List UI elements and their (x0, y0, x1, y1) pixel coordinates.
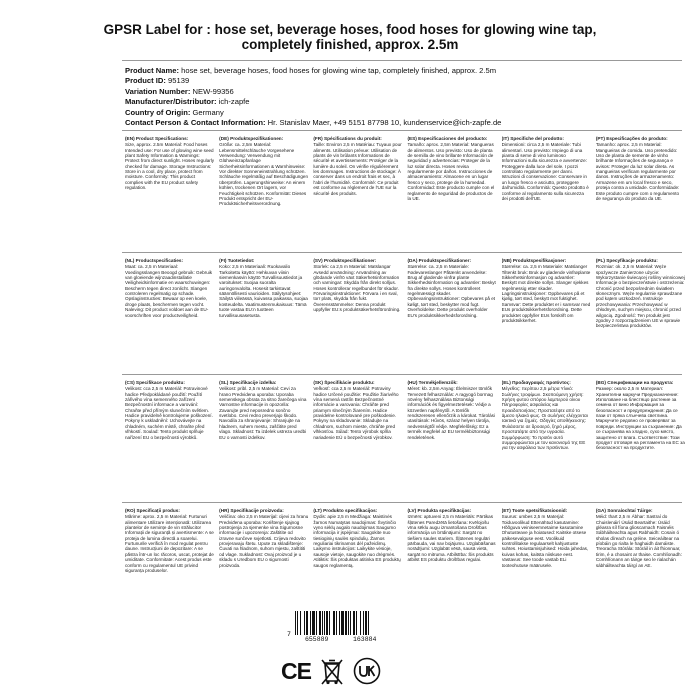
spec-title: (DE) Produktspezifikationen: (219, 136, 284, 141)
barcode-bars (295, 611, 405, 635)
spec-title: (LV) Produkta specifikācijas: (407, 508, 472, 513)
spec-text: Veličina: oko 2,5 m Materijal: cijevi za hranu Predviđena uporaba: Korištenje sjajnog postrojenja za sjemenke vina Sigurnosne informacije i upozorenja: Zaštitite od izravne sunčeve svjetlosti. Crijeva redovito provjeravaju štetu. Upute za skladištenje: Čuvati na hladnom, suhom mjestu, zaštititi od vlage. Sukladnost: Ovaj proizvod je u skladu s Uredbom EU o sigurnosti proizvoda. (219, 514, 309, 568)
spec-block-pt (596, 136, 685, 248)
spec-text: Tamaño: aprox. 2,5m Material: Mangueras de alimentos. Uso previsto: Uso de planta de semilla de vino brillante Información de seguridad y advertencias: Proteger de la luz solar directa. Hoses revisa regularmente por daños. Instrucciones de almacenamiento: Almacene en un lugar fresco y seco, protege de la humedad. Conformidad: Este producto cumple con el reglamento de seguridad de productos de la UE. (407, 142, 495, 201)
spec-title: (SK) Špecifikácie produktu: (313, 380, 375, 385)
crossed-out-wheelie-bin-icon (320, 657, 344, 685)
barcode-bar (297, 611, 298, 635)
spec-block-hr (219, 508, 308, 606)
barcode-bar (324, 611, 325, 635)
barcode-bar (350, 611, 351, 635)
spec-title: (ES) Especificaciones del producto: (407, 136, 488, 141)
info-value: hose set, beverage hoses, food hoses for glowing wine tap, completely finished, approx. 2.5m (181, 66, 497, 75)
label-title: GPSR Label for : hose set, beverage hoses, food hoses for glowing wine tap, completely finished, approx. 2.5m (103, 22, 597, 52)
spec-text: Méid: thart 2,5 m Ábhar: Sastraí do Chuislenáirí Úsáid Beartaithe: Úsáid gléasra síl fíona glioscarnach Faisnéis Sábháilteachta agus Rabhaidh: Cosain ó sholas díreach na gréine. Seiceáiltear na píobáin go rialta le haghaidh damáiste. Treoracha Stórála: Stóráil in áit fhionnuar, tirim, é a chosaint ar thaise. Comhlíonadh: Comhlíonann an táirge seo le rialachán sábháilteachta táirgí an AE. (595, 514, 682, 568)
spec-block-lt (313, 508, 402, 606)
spec-title: (GA) Sonraíochtaí Táirge: (595, 508, 653, 513)
spec-row-3 (125, 380, 685, 498)
spec-block-sk (313, 380, 402, 498)
info-manufacturer (125, 97, 685, 107)
barcode-bar (326, 611, 328, 635)
info-country (125, 108, 685, 118)
spec-text: Koko: 2,5 m Materiaali: Ruokavalio Tarkoitettu käyttö: Hehkuvan viinin siemenkasvin käyttö Turvallisuustiedot ja varoitukset: Suojaa suoralta auringonvalolta. Hosesit tarkistavat säännöllisesti vaurioiden. Säilytysohjeet: Säilytä viileässä, kuivassa paikassa, suojaa kosteudelta. Vaatimustenmukaisuus: Tämä tuote vastaa EU:n tuotteen turvallisuusasetusta. (219, 264, 308, 318)
barcode-bar (306, 611, 308, 635)
spec-text: Mărime: aprox. 2,5 m Material: Furtunuri alimentare Utilizare intenționată: Utilizarea plantelor de semințe de vin strălucitor Informații de siguranță și avertismente: A se proteja de lumina directă a soarelui. Furtunurile verifică în mod regulat pentru daune. Instrucțiuni de depozitare: A se păstra într-un loc răcoros, uscat, protejat de umiditate. Conformitate: Acest produs este conform cu regulamentul UE privind siguranța produselor. (125, 514, 214, 573)
spec-text: Størrelse: ca. 2,5 m Materiale: Matslanger Tiltenkt bruk: Bruk av glødende vinfrøplante Sikkerhetsinformasjon og advarsler: Beskytt mot direkte sollys. Slanger sjekkes regelmessig etter skader. Lagringsinstruksjoner: Oppbevares på et kjølig, tørt sted, beskytt mot fuktighet. Samsvar: Dette produktet er i samsvar med EUs produktsikkerhetsforordning. Dette produktet oppfyller EUs forskrift om produktsikkerhet. (501, 264, 591, 323)
divider-info (122, 130, 682, 131)
spec-block-en (125, 136, 214, 248)
info-label: Contact Person & Contact Information: (125, 118, 266, 128)
barcode-bar (341, 611, 344, 635)
spec-title: (FI) Tuotetiedot: (219, 258, 255, 263)
spec-block-el (502, 380, 591, 498)
divider-row-2 (122, 374, 682, 375)
spec-title: (RO) Specificații produs: (125, 508, 180, 513)
spec-row-4 (125, 508, 685, 606)
divider-top (122, 60, 682, 61)
product-info (125, 66, 685, 128)
spec-text: Taille: Environ 2,5 m Matériau: Tuyaux pour aliments. Utilisation prévue: Utilisation de plants de vin brûlants Informations de sécurité et avertissements: Protéger de la lumière du soleil. On vérifie régulièrement les dommages. Instructions de stockage: À conserver dans un endroit frais et sec, à l'abri de l'humidité. Conformité: Ce produit est conforme au règlement de l'UE sur la sécurité des produits. (313, 142, 402, 196)
spec-block-fr (313, 136, 402, 248)
barcode-bar (368, 611, 369, 635)
info-label: Country of Origin: (125, 107, 191, 117)
divider-row-3 (122, 502, 682, 503)
spec-title: (ET) Toote spetsifikatsioonid: (501, 508, 568, 513)
spec-text: Dimensioni: circa 2,5 m Materiale: Tubi alimentari. Uso previsto: Impiego di una pianta di seme di vino luminoso Informazioni sulla sicurezza e avvertenze: Proteggere dalla luce del sole. I pozzi controllato regolarmente per danni. Istruzioni di conservazione: Conservare in un luogo fresco e asciutto, proteggere dall'umidità. Conformità: Questo prodotto è conforme al regolamento sulla sicurezza dei prodotti dell'UE. (501, 142, 589, 201)
barcode-bar (363, 611, 364, 635)
barcode-bar (322, 611, 323, 635)
regulatory-marks (0, 657, 700, 687)
info-label: Variation Number: (125, 86, 191, 96)
spec-block-bg (596, 380, 685, 498)
spec-block-da (407, 258, 496, 370)
spec-title: (FR) Spécifications du produit: (313, 136, 382, 141)
spec-text: Velikost: pribl. 2,5 m Material: Cevi za hrano Predvidena uporaba: Uporaba semenskega obrata za sitno žarečega vina Varnostne informacije in opozorila: Zavarujte pred neposredno sončno svetlobo. Cevi redno preverjajo škodo. Navodila za shranjevanje: Shranjujte na hladnem, suhem mestu, zaščitite pred vlago. Skladnost: Ta izdelek ustreza uredbi EU o varnosti izdelkov. (219, 386, 307, 440)
spec-block-fi (219, 258, 308, 370)
spec-row-2 (125, 258, 685, 370)
spec-text: Dydis: apie 2,5 m Medžiaga: Maistinės žarnos Numatytas naudojimas: Švytinčio vyno sėklų augalo naudojimas Saugumo informacija ir įspėjimai: Saugokite nuo tiesioginių saulės spindulių. Žarnos reguliariai tikrinamos dėl pažeidimų. Laikymo instrukcijos: Laikykite vėsioje, sausoje vietoje, saugokite nuo drėgmės. Atitiktis: Šis produktas atitinka ES produktų saugos reglamentą. (313, 514, 401, 568)
spec-block-cs (125, 380, 214, 498)
info-value: NEW-99356 (192, 86, 234, 96)
spec-block-sl (219, 380, 308, 498)
spec-block-pl (596, 258, 685, 370)
barcode-bar (295, 611, 296, 635)
barcode-bar (316, 611, 317, 635)
ean-barcode (287, 611, 405, 645)
info-value: Hr. Stanislav Maer, +49 5151 87798 10, kundenservice@ich-zapfe.de (267, 118, 502, 128)
spec-title: (NL) Productspecificaties: (125, 258, 184, 263)
divider-row-1 (122, 252, 682, 253)
ukca-mark-icon (353, 657, 381, 685)
spec-text: Suurus: umbes 2,5 m Materjal: Toiduvoolikud Ettenähtud kasutamine: Hõõguva veiniseemnetaime kasutamine Ohutusteave ja hoiatused: Kaitske otsese päikesevalguse eest. Voolikuid kontrollitakse regulaarselt kahjustuste suhtes. Hoiustamisjuhised: Hoida jahedas, kuivas kohas, kaitsta niiskuse eest. Vastavus: See toode vastab ELi tooteohutuse määrusele. (501, 514, 589, 568)
spec-block-de (219, 136, 308, 248)
spec-text: Tamanho: aprox. 2,5 m Material: Mangueiras de comida. Uso pretendido: Uso de planta de semente de vinho brilhante Informações de segurança e avisos: Proteger da luz solar direta. As mangueiras verificam regularmente por danos. Instruções de armazenamento: Armazene em um local fresco e seco, proteja contra a umidade. Conformidade: Este produto cumpre com o regulamento de segurança do produto da UE. (595, 142, 680, 201)
info-product-name (125, 66, 685, 76)
spec-text: Größe: ca. 2,5m Material: Lebensmittelschläuche Vorgesehene Verwendung: Verwendung mit Glühweinzapfanlage Sicherheitsinformationen & Warnhinweise: Vor direkter Sonneneinstrahlung schützen. Schläuche regelmäßig auf Beschädigungen überprüfen. Lagerungshinweise: An einem kühlen, trockenen Ort lagern, vor Feuchtigkeit schützen. Konformität: Dieses Produkt entspricht der EU-Produktsicherheitsverordnung. (219, 142, 309, 207)
spec-title: (BG) Спецификации на продукта: (595, 380, 674, 385)
spec-title: (SV) Produktspecifikationer: (313, 258, 377, 263)
spec-title: (CS) Specifikace produktu: (125, 380, 185, 385)
spec-title: (HU) Termékjellemzők: (407, 380, 458, 385)
info-value: Germany (192, 107, 224, 117)
barcode-bar (329, 611, 330, 635)
barcode-bar (300, 611, 301, 635)
spec-title: (EN) Product Specifications: (125, 136, 189, 141)
barcode-bar (356, 611, 357, 635)
barcode-bar (310, 611, 311, 635)
info-contact (125, 118, 685, 128)
spec-block-hu (407, 380, 496, 498)
spec-block-es (407, 136, 496, 248)
spec-block-et (502, 508, 591, 606)
spec-block-ro (125, 508, 214, 606)
barcode-bar (348, 611, 349, 635)
spec-title: (IT) Specifiche del prodotto: (501, 136, 564, 141)
spec-row-1 (125, 136, 685, 248)
barcode-bar (339, 611, 340, 635)
info-variation-number (125, 87, 685, 97)
spec-text: Size, approx. 2.5m Material: Food hoses Intended use: For use of glowing wine seed plant Safety Information & Warnings: Protect from direct sunlight. Hoses regularly checked for damage. Storage Instructions: Store in a cool, dry place, protect from moisture. Conformity: This product complies with the EU product safety regulation. (125, 142, 215, 191)
spec-text: Izmērs: aptuveni 2,5 m Materiāls: Pārtikas šļūtenes Paredzētā lietošana: Kvēlojošu vīna sēklu augu izmantošana Drošības informācija un brīdinājumi: Sargāt no tiešiem saules stariem. Šļūtenes regulāri pārbauda, vai nav bojājumu. Uzglabāšanas norādījumi: Uzglabāt vēsā, sausā vietā, sargāt no mitruma. Atbilstība: Šis produkts atbilst ES produktu drošības regulai. (407, 514, 496, 563)
barcode-bar (312, 611, 315, 635)
spec-title: (NB) Produktspesifikasjoner: (501, 258, 567, 263)
info-label: Product Name: (125, 66, 180, 75)
spec-text: Storlek: ca 2,5 m Material: Matslangar Avsedd användning: Användning av glödande vinfrö växt Säkerhetsinformation och varningar: Skydda från direkt solljus. Hoses kontrollerar regelbundet för skador. Förvaringsinstruktioner: Förvara i en sval, torr plats, skydda från fukt. Överensstämmelse: Denna produkt uppfyller EU:s produktsäkerhetsförordning. (313, 264, 401, 313)
barcode-bar (304, 611, 305, 635)
spec-title: (PT) Especificações do produto: (595, 136, 668, 141)
spec-title: (PL) Specyfikacje produktu: (595, 258, 658, 263)
barcode-bar (353, 611, 355, 635)
spec-block-sv (313, 258, 402, 370)
barcode-bar (345, 611, 347, 635)
spec-text: Размер: около 2,5 m Материал: Хранителни маркучи Предназначение: Използване на блестящо растение за семена от вино Информация за безопасност и предупреждения: Да се пази от пряка слънчева светлина. Маркучите редовно се проверяват за повреди. Инструкции за съхранение: Да се съхранява на хладно, сухо място, защитено от влага. Съответствие: Този продукт отговаря на регламента на ЕС за безопасност на продуктите. (595, 386, 685, 451)
spec-text: Veľkosť: cca 2,5 m Materiál: Potraviny hadice Určené použitie: Použitie žiarivého vína semená rastlín Bezpečnostné informácie a varovania: Chráňte pred priamym slnečným žiarením. Hadice pravidelne kontrolované pre poškodenie. Pokyny na skladovanie: Skladujte na chladnom, suchom mieste, chráňte pred vlhkosťou. Súlad: Tento výrobok spĺňa nariadenie EÚ o bezpečnosti výrobkov. (313, 386, 399, 440)
barcode-bar (360, 611, 361, 635)
spec-text: Størrelse: ca. 2,5 m Materiale: Fødevareslanger Påtænkt anvendelse: Brug af glødende vinfrø plante Sikkerhedsinformation og advarsler: Beskyt fra direkte sollys. Hoses kontrolleret regelmæssigt skader. Opbevaringsinstruktioner: Opbevares på et køligt, tørt sted, beskytter mod fugt. Overholdelse: Dette produkt overholder EU's produktsikkerhedsforordning. (407, 264, 496, 318)
ce-mark-icon (281, 657, 309, 685)
spec-block-lv (407, 508, 496, 606)
barcode-group-2: 163884 (353, 636, 377, 643)
info-value: 95139 (168, 76, 190, 86)
spec-title: (HR) Specifikacije proizvoda: (219, 508, 284, 513)
spec-text: Rozmiar: ok. 2,5 m Materiał: Węże spożywcze Zamierzone użycie: Wykorzystanie świecącej rośliny winnicowej Informacje o bezpieczeństwie i ostrzeżenia: Chronić przed bezpośrednim światłem słonecznym. Węże regularnie sprawdzane pod kątem uszkodzeń. Instrukcje przechowywania: Przechowywać w chłodnym, suchym miejscu, chronić przed wilgocią. Zgodność: Ten produkt jest zgodny z rozporządzeniem UE w sprawie bezpieczeństwa produktów. (595, 264, 685, 329)
barcode-bar (333, 611, 335, 635)
spec-block-ga (596, 508, 685, 606)
spec-title: (SL) Specifikacije izdelka: (219, 380, 277, 385)
spec-block-nl (125, 258, 214, 370)
spec-title: (DA) Produktspecifikationer: (407, 258, 472, 263)
info-product-id (125, 76, 685, 86)
spec-title: (LT) Produkto specifikacijos: (313, 508, 378, 513)
info-value: ich-zapfe (218, 97, 250, 107)
spec-text: Méret: kb. 2,5m Anyag: Élelmiszer tömlők Tervezett felhasználás: A ragyogó bormag növény felhasználása Biztonsági információk és figyelmeztetések: Védje a közvetlen napfénytől. A tömlők rendszeresen ellenőrzik a károkat. Tárolási utasítások: Hűvös, száraz helyen tárolja, nedvességtől védje. Megfelelőség: Ez a termék megfelel az EU termékbiztonsági rendeletének. (407, 386, 495, 440)
info-label: Manufacturer/Distributor: (125, 97, 217, 107)
ce-mark-text: CE (281, 658, 311, 684)
barcode-bar (365, 611, 367, 635)
info-label: Product ID: (125, 76, 166, 86)
spec-block-it (502, 136, 591, 248)
barcode-bar (319, 611, 321, 635)
spec-text: Μέγεθος: περίπου 2,5 μέτρα Υλικό: Σωλήνες τροφίμων. Σκοπούμενη χρήση: Χρήση φυτού σπόρου λαμπερού οίνου Πληροφορίες ασφαλείας και προειδοποιήσεις: Προστατέψτε από το άμεσο ηλιακό φως. Οι σωλήνες ελέγχονται τακτικά για ζημιές. Οδηγίες αποθήκευσης: Φυλάσσετε σε δροσερό, ξηρό μέρος, προστατέψτε από την υγρασία. Συμμόρφωση: Το προϊόν αυτό συμμορφώνεται με τον κανονισμό της ΕΕ για την ασφάλεια των προϊόντων. (501, 386, 588, 451)
spec-text: Velikost: cca 2,5 m Materiál: Potravinové hadice Předpokládané použití: Použití zářivého vína semenného zařízení Bezpečnostní informace a varování: Chraňte před přímým slunečním světlem. Hadice pravidelně kontrolujeme poškození. Pokyny k uskladnění: Uchovávejte na chladném, suchém místě, chraňte před vlhkostí. Soulad: Tento produkt splňuje nařízení EU o bezpečnosti výrobků. (125, 386, 213, 440)
barcode-bar (336, 611, 337, 635)
barcode-group-1: 655889 (305, 636, 329, 643)
spec-block-nb (502, 258, 591, 370)
spec-text: Maat: ca. 2,5 m Materiaal: Voedingsslangen Beoogd gebruik: Gebruik van gloeiende wijnzaadinstallatie Veiligheidsinformatie en waarschuwingen: Bescherm tegen direct zonlicht. Slangen controleren regelmatig op schade. Opslaginstructies: Bewaar op een koele, droge plaats, beschermen tegen vocht. Naleving: Dit product voldoet aan de EU-voorschriften voor productveiligheid. (125, 264, 213, 318)
barcode-first-digit: 7 (287, 631, 291, 638)
spec-title: (EL) Προδιαγραφές προϊόντος: (501, 380, 571, 385)
